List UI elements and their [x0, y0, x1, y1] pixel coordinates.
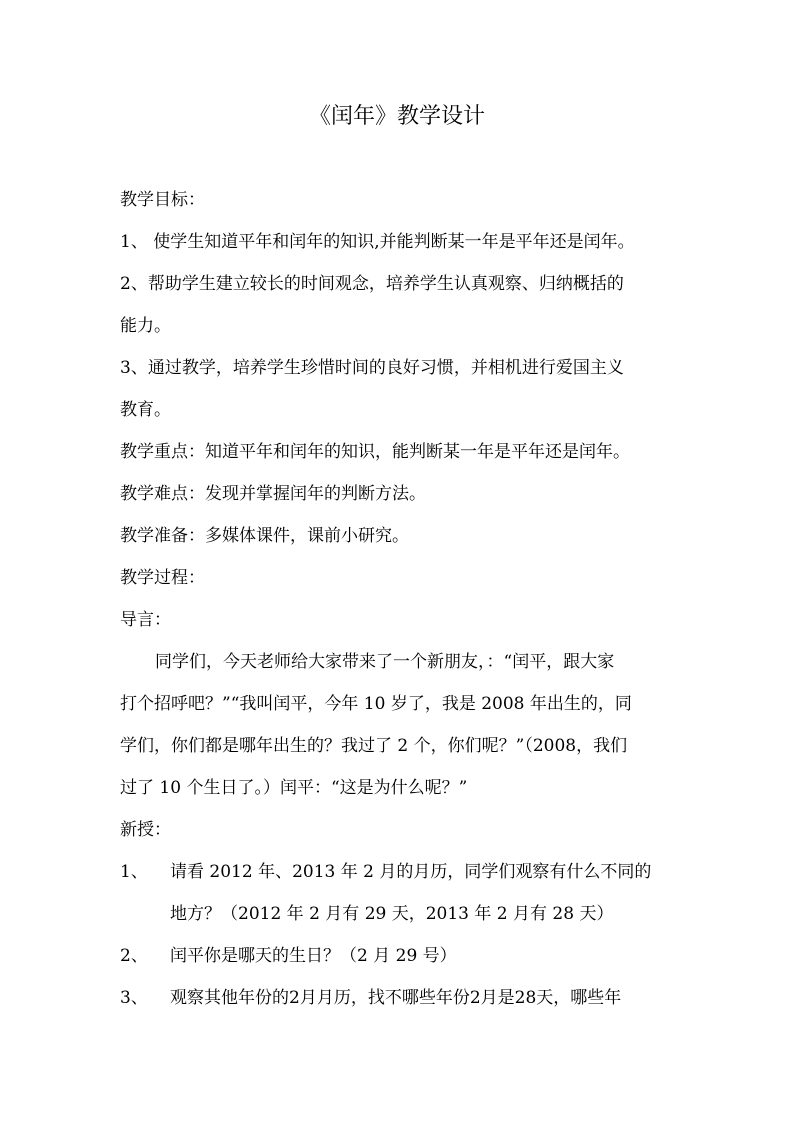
section-heading-process: 教学过程：	[120, 568, 205, 588]
paragraph-line: 教学准备：多媒体课件，课前小研究。	[120, 526, 409, 546]
document-title: 《闰年》教学设计	[308, 104, 485, 129]
list-item-number: 3、	[120, 988, 148, 1008]
list-item-number: 2、	[120, 946, 148, 966]
paragraph-line: 过了 10 个生日了。）闰平：“这是为什么呢？”	[120, 778, 468, 798]
section-heading-new-lesson: 新授：	[120, 820, 171, 840]
paragraph-line: 1、 使学生知道平年和闰年的知识,并能判断某一年是平年还是闰年。	[120, 232, 635, 252]
paragraph-line: 教学重点：知道平年和闰年的知识，能判断某一年是平年还是闰年。	[120, 442, 630, 462]
paragraph-line: 打个招呼吧？”“我叫闰平，今年 10 岁了，我是 2008 年出生的，同	[120, 694, 632, 714]
paragraph-line: 教学难点：发现并掌握闰年的判断方法。	[120, 484, 426, 504]
paragraph-line: 同学们，今天老师给大家带来了一个新朋友，：“闰平，跟大家	[155, 652, 615, 672]
list-item-text: 观察其他年份的2月月历，找不哪些年份2月是28天，哪些年	[170, 988, 622, 1008]
list-item-text: 闰平你是哪天的生日？（2 月 29 号）	[170, 946, 457, 966]
list-item-text: 地方？（2012 年 2 月有 29 天，2013 年 2 月有 28 天）	[170, 904, 614, 924]
section-heading-intro: 导言：	[120, 610, 171, 630]
paragraph-line: 学们，你们都是哪年出生的？我过了 2 个，你们呢？”（2008，我们	[120, 736, 628, 756]
list-item-text: 请看 2012 年、2013 年 2 月的月历，同学们观察有什么不同的	[170, 862, 652, 882]
section-heading-objectives: 教学目标：	[120, 190, 205, 210]
paragraph-line: 教育。	[120, 400, 171, 420]
paragraph-line: 3、通过教学，培养学生珍惜时间的良好习惯，并相机进行爱国主义	[120, 358, 624, 378]
paragraph-line: 能力。	[120, 316, 171, 336]
list-item-number: 1、	[120, 862, 148, 882]
paragraph-line: 2、帮助学生建立较长的时间观念，培养学生认真观察、归纳概括的	[120, 274, 624, 294]
